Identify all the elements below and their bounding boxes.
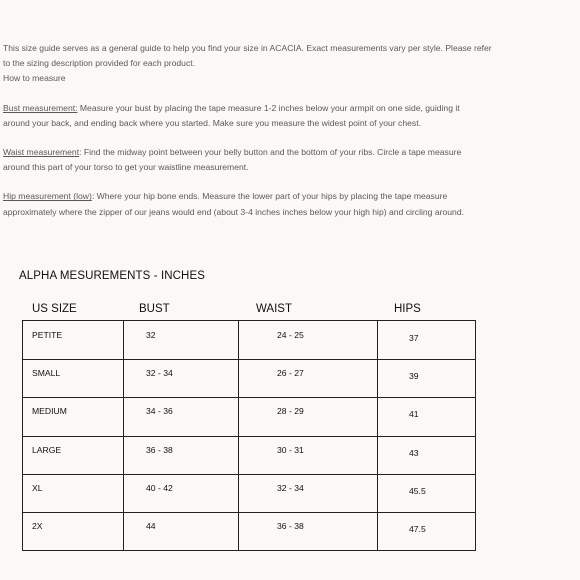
- hips-cell: 39: [409, 371, 419, 381]
- size-cell: MEDIUM: [32, 406, 67, 416]
- size-cell: 2X: [32, 521, 43, 531]
- bust-text-2: around your back, and ending back where you started. Make sure you measure the widest point of your chest.: [3, 117, 421, 128]
- row-divider: [23, 474, 475, 475]
- header-bust: BUST: [139, 303, 170, 315]
- header-waist: WAIST: [256, 303, 292, 315]
- bust-cell: 32 - 34: [146, 368, 173, 378]
- hip-label: Hip measurement (low): [3, 191, 92, 202]
- row-divider: [23, 436, 475, 437]
- header-us-size: US SIZE: [32, 303, 77, 315]
- bust-cell: 40 - 42: [146, 483, 173, 493]
- waist-cell: 28 - 29: [277, 406, 304, 416]
- bust-text-1: Measure your bust by placing the tape measure 1-2 inches below your armpit on one side, guiding it: [77, 102, 460, 113]
- size-table: [22, 320, 476, 551]
- size-guide-intro: [3, 41, 575, 220]
- table-title-main: ALPHA MESUREMENTS: [19, 270, 151, 282]
- waist-cell: 24 - 25: [277, 330, 304, 340]
- bust-cell: 32: [146, 330, 156, 340]
- hip-text-2: approximately where the zipper of our jeans would end (about 3-4 inches inches below your high hip) and circling around.: [3, 206, 464, 217]
- row-divider: [23, 359, 475, 360]
- intro-line-2: to the sizing description provided for each product.: [3, 58, 196, 69]
- hip-instructions: [3, 189, 575, 204]
- waist-cell: 32 - 34: [277, 483, 304, 493]
- hips-cell: 41: [409, 409, 419, 419]
- waist-label: Waist measurement: [3, 147, 80, 158]
- size-cell: PETITE: [32, 330, 63, 340]
- hip-text-1: : Where your hip bone ends. Measure the lower part of your hips by placing the tape measure: [91, 191, 448, 202]
- hips-cell: 47.5: [409, 524, 426, 534]
- bust-label: Bust measurement:: [3, 102, 78, 113]
- hips-cell: 45.5: [409, 486, 426, 496]
- waist-cell: 36 - 38: [277, 521, 304, 531]
- bust-cell: 34 - 36: [146, 406, 173, 416]
- hips-cell: 43: [409, 448, 419, 458]
- waist-cell: 26 - 27: [277, 368, 304, 378]
- intro-line-1: This size guide serves as a general guide to help you find your size in ACACIA. Exact measurements vary per style. Please refer: [3, 43, 492, 53]
- size-cell: XL: [32, 483, 43, 493]
- waist-text-2: around this part of your torso to get your waistline measurement.: [3, 162, 249, 173]
- row-divider: [23, 512, 475, 513]
- size-cell: SMALL: [32, 368, 61, 378]
- table-title: [19, 270, 205, 282]
- waist-text-1: : Find the midway point between your belly button and the bottom of your ribs. Circle a tape measure: [79, 147, 462, 158]
- bust-cell: 36 - 38: [146, 445, 173, 455]
- bust-cell: 44: [146, 521, 156, 531]
- size-cell: LARGE: [32, 445, 62, 455]
- row-divider: [23, 397, 475, 398]
- bust-instructions: [3, 101, 575, 116]
- how-to-measure-heading: How to measure: [3, 73, 66, 84]
- waist-instructions: [3, 145, 575, 160]
- waist-cell: 30 - 31: [277, 445, 304, 455]
- table-title-suffix: - INCHES: [150, 270, 206, 282]
- hips-cell: 37: [409, 333, 419, 343]
- header-hips: HIPS: [394, 303, 421, 315]
